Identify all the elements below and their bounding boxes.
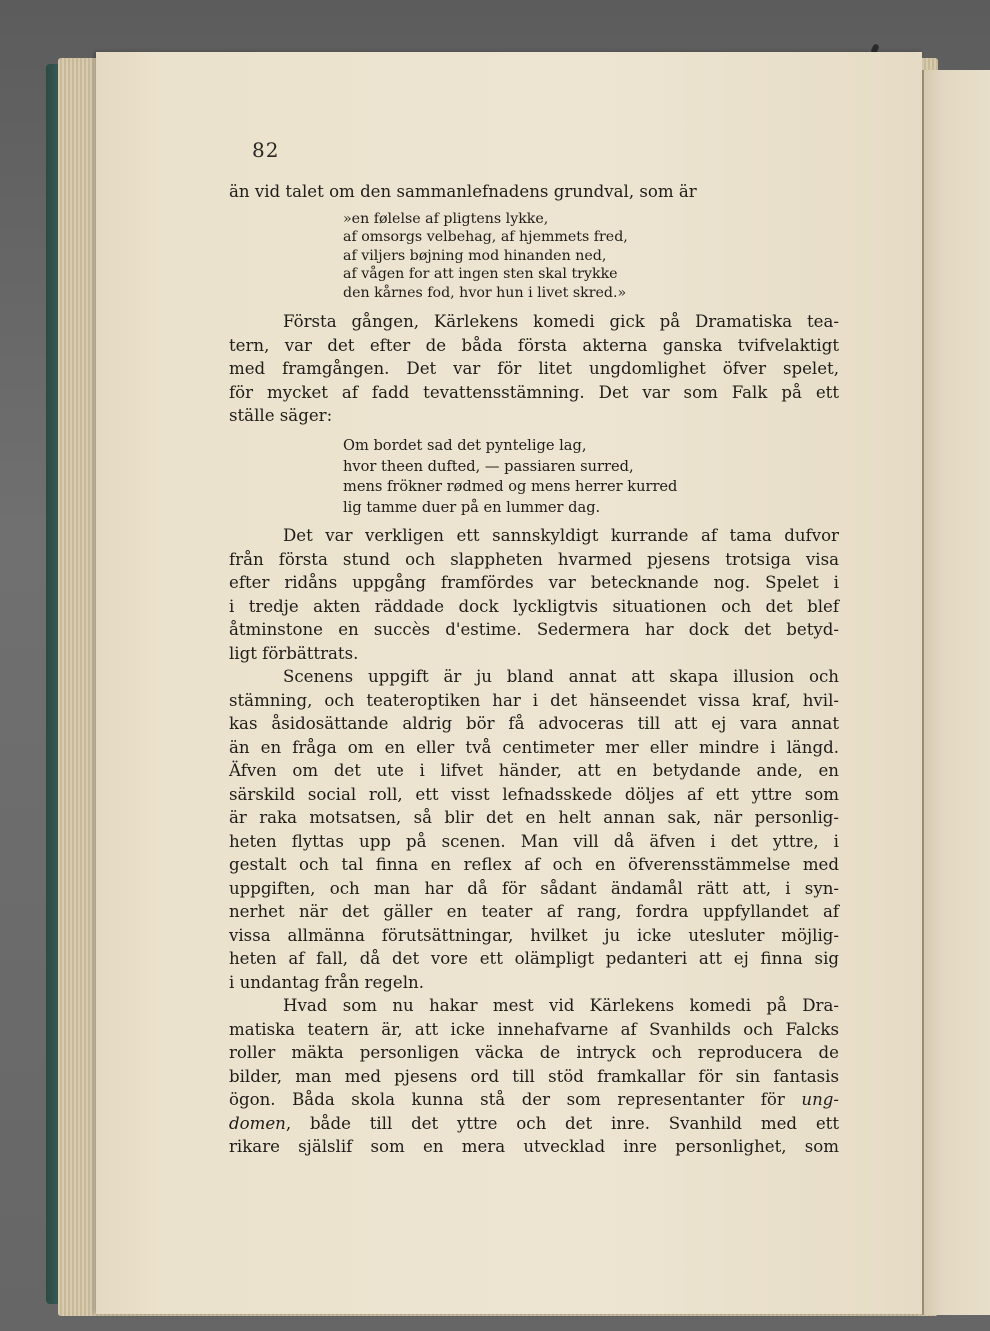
text-line: bilder, man med pjesens ord till stöd framkallar för sin fantasis <box>229 1066 839 1086</box>
text-line: med framgången. Det var för litet ungdomlighet öfver spelet, <box>229 359 839 379</box>
text-line: heten flyttas upp på scenen. Man vill då äfven i det yttre, i <box>229 831 839 851</box>
verse-line: lig tamme duer på en lummer dag. <box>343 498 601 516</box>
text-line: ligt förbättrats. <box>229 643 359 663</box>
text-line: för mycket af fadd tevattensstämning. Det var som Falk på ett <box>229 382 839 402</box>
text-line: kas åsidosättande aldrig bör få advoceras till att ej vara annat <box>229 714 839 734</box>
paragraph-4 <box>229 994 839 1159</box>
text-fragment: ögon. Båda skola kunna stå der som representanter för <box>229 1090 785 1110</box>
verse-line: hvor theen dufted, — passiaren surred, <box>343 457 634 475</box>
text-line: gestalt och tal finna en reflex af och en öfverensstämmelse med <box>229 855 839 875</box>
text-line: vissa allmänna förutsättningar, hvilket ju icke utesluter möjlig- <box>229 925 839 945</box>
text-line-with-italic <box>229 1088 839 1112</box>
text-line: heten af fall, då det vore ett olämpligt pedanteri att ej finna sig <box>229 949 839 969</box>
italic-word: domen <box>229 1113 286 1133</box>
verse-line: den kårnes fod, hvor hun i livet skred.» <box>343 284 627 301</box>
text-line: Scenens uppgift är ju bland annat att skapa illusion och <box>283 667 839 687</box>
verse-line: Om bordet sad det pyntelige lag, <box>343 436 587 454</box>
page-text <box>229 180 839 1159</box>
verse-line: af viljers bøjning mod hinanden ned, <box>343 247 607 264</box>
paragraph-1 <box>229 310 839 428</box>
text-line: rikare själslif som en mera utvecklad inre personlighet, som <box>229 1137 839 1157</box>
text-line: uppgiften, och man har då för sådant ändamål rätt att, i syn- <box>229 878 839 898</box>
verse-line: »en følelse af pligtens lykke, <box>343 210 549 227</box>
text-line: åtminstone en succès d'estime. Sedermera har dock det betyd- <box>229 620 839 640</box>
text-line: Hvad som nu hakar mest vid Kärlekens komedi på Dra- <box>283 996 839 1016</box>
verse-line: mens frökner rødmed og mens herrer kurred <box>343 478 678 496</box>
text-line: Det var verkligen ett sannskyldigt kurrande af tama dufvor <box>283 526 839 546</box>
text-line: än vid talet om den sammanlefnadens grundval, som är <box>229 182 697 201</box>
paragraph-3 <box>229 665 839 994</box>
text-line: i tredje akten räddade dock lyckligtvis situationen och det blef <box>229 596 839 616</box>
text-fragment: , både till det yttre och det inre. Svanhild med ett <box>285 1113 839 1133</box>
text-line: tern, var det efter de båda första akterna ganska tvifvelaktigt <box>229 335 839 355</box>
facing-page-edge <box>922 70 990 1315</box>
text-line: Äfven om det ute i lifvet händer, att en betydande ande, en <box>229 761 839 781</box>
text-line: ställe säger: <box>229 406 333 426</box>
verse-line: af vågen for att ingen sten skal trykke <box>343 266 618 283</box>
text-line: särskild social roll, ett visst lefnadsskede döljes af ett yttre som <box>229 784 839 804</box>
text-line: stämning, och teateroptiken har i det hänseendet vissa kraf, hvil- <box>229 690 839 710</box>
italic-word: ung- <box>801 1090 839 1110</box>
text-line: roller mäkta personligen väcka de intryck och reproducera de <box>229 1043 839 1063</box>
verse-line: af omsorgs velbehag, af hjemmets fred, <box>343 229 628 246</box>
text-line: nerhet när det gäller en teater af rang, fordra uppfyllandet af <box>229 902 839 922</box>
verse-quote-2 <box>343 436 839 518</box>
text-line: efter ridåns uppgång framfördes var betecknande nog. Spelet i <box>229 573 839 593</box>
text-line: än en fråga om en eller två centimeter mer eller mindre i längd. <box>229 737 839 757</box>
paragraph-2 <box>229 524 839 665</box>
text-line-with-italic <box>229 1112 839 1136</box>
text-line: från första stund och slappheten hvarmed pjesens trotsiga visa <box>229 549 839 569</box>
text-line: matiska teatern är, att icke innehafvarne af Svanhilds och Falcks <box>229 1019 839 1039</box>
verse-quote-1 <box>343 210 839 303</box>
page-number: 82 <box>252 138 280 162</box>
text-line: i undantag från regeln. <box>229 972 425 992</box>
text-line: är raka motsatsen, så blir det en helt annan sak, när personlig- <box>229 808 839 828</box>
text-line: Första gången, Kärlekens komedi gick på Dramatiska tea- <box>283 312 839 332</box>
